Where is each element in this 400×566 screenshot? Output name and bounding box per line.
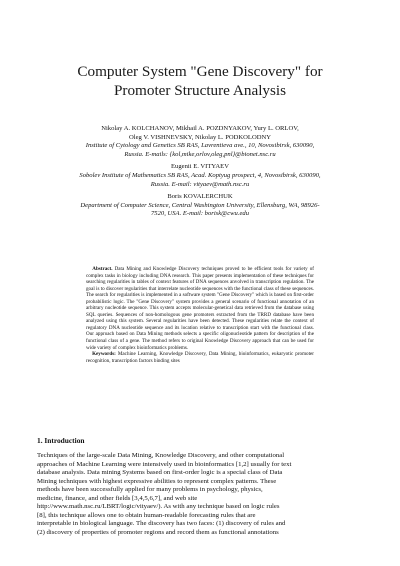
keywords-label: Keywords:	[92, 351, 116, 358]
author-names: Oleg V. VISHNEVSKY, Nikolay L. PODKOLODNY	[128, 133, 271, 141]
affiliation: Institute of Cytology and Genetics SB RAS, Lavrentieva ave., 10, Novosibirsk, 630090,	[85, 142, 315, 150]
abstract	[86, 266, 314, 364]
affiliation: Department of Computer Science, Central Washington University, Ellensburg, WA, 98926-	[80, 201, 320, 209]
intro-line: Mining techniques with highest expressive abilities to represent complex patterns. These	[37, 477, 277, 485]
title-line: Promoter Structure Analysis	[113, 82, 287, 99]
intro-line: [8], this technique allows one to obtain human-readable forecasting rules that are	[37, 511, 256, 519]
keywords-paragraph	[86, 351, 314, 364]
intro-line: medicine, finance, and other fields [3,4,5,6,7], and web site	[37, 494, 198, 502]
intro-line: methods have been successfully applied for many problems in psychology, physics,	[37, 486, 263, 494]
paper-title	[40, 62, 360, 100]
author-names: Boris KOVALERCHUK	[167, 193, 233, 201]
affiliation: 7520, USA. E-mail: borisk@cwu.edu	[151, 210, 249, 218]
keywords-text: Machine Learning, Knowledge Discovery, Data Mining, bioinformatics, eukaryotic promoter recognition, transcription factors binding sites	[86, 351, 314, 364]
author-block	[30, 125, 370, 219]
intro-line: http://www.math.nsc.ru/LBRT/logic/vityaev/). As with any technique based on logic rules	[37, 503, 280, 511]
intro-line: approaches of Machine Learning were intensively used in bioinformatics [1,2] usually for text	[37, 460, 292, 468]
affiliation: Russia. E-mails: {kol,mike,orlov,oleg,pnl}@bionet.nsc.ru	[124, 150, 276, 158]
abstract-text: Data Mining and Knowledge Discovery techniques proved to be efficient tools for variety of complex tasks in biology including DNA research. This paper presents implementation of these techniques for searching regularities in tables of context features of DNA sequences anvolved in transcription regulation. The goal is to discover regularities that interrelate nucleotide sequences with the functional class of these sequences. The search for regularities is implemented in a software system "Gene Discovery" which is based on first-order probabilistic logic. The "Gene Discovery" system provides a general scenario of functional annotation of an arbitrary nucleotide sequence. This system accepts molecular-genetical data retrieved from the database using SQL queries. Sequences of non-homologous gene promoters extracted from the TRRD database have been analyzed using this system. Several regularities have been detected. These regularities relate the context of regulatory DNA nucleotide sequence and its location relative to transcription start with the functional class. Our approach based on Data Mining methods selects a specific oligonucleotide pattern for description of the functional class of a gene. The method refers to original Knowledge Discovery approach that can be used for wide variety of complex bioinformatics problems.	[86, 266, 315, 351]
affiliation: Russia. E-mail: vityaev@math.nsc.ru	[150, 180, 250, 188]
introduction-text	[37, 452, 363, 537]
affiliation: Sobolev Institute of Mathematics SB RAS, Acad. Koptyug prospect, 4, Novosibirsk, 630090,	[79, 171, 321, 179]
author-names: Nikolay A. KOLCHANOV, Mikhail A. POZDNYAKOV, Yury L. ORLOV,	[101, 125, 299, 132]
abstract-label: Abstract.	[92, 266, 113, 272]
intro-line: interpretable in biological language. The discovery has two faces: (1) discovery of rules and	[37, 520, 286, 528]
intro-line: (2) discovery of properties of promoter regions and record them as functional annotations	[37, 528, 279, 536]
author-names: Eugenii E. VITYAEV	[171, 163, 229, 171]
intro-line: database analysis. Data mining Systems based on first-order logic is a special class of Data	[37, 469, 283, 477]
section-heading: 1. Introduction	[37, 436, 85, 445]
title-line: Computer System "Gene Discovery" for	[77, 63, 323, 80]
abstract-paragraph	[86, 266, 314, 351]
intro-line: Techniques of the large-scale Data Mining, Knowledge Discovery, and other computational	[37, 452, 285, 459]
